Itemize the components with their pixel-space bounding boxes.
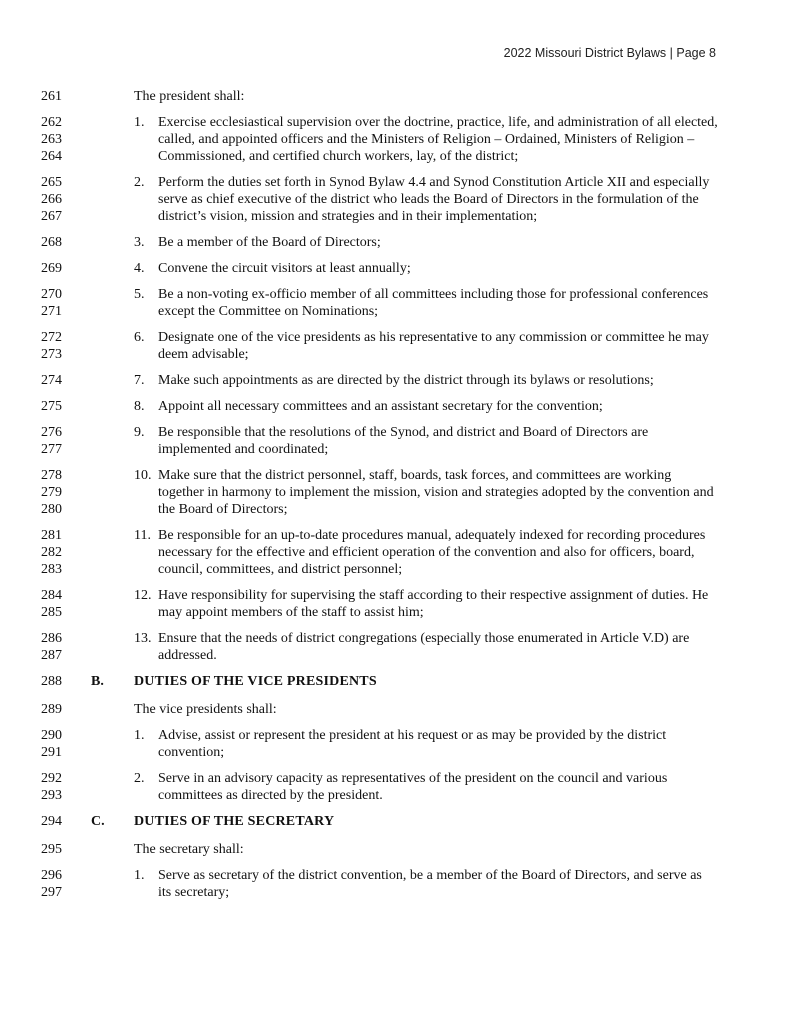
list-marker: 10. <box>134 468 152 483</box>
line-number: 296 <box>41 868 62 883</box>
list-item-body <box>134 587 718 621</box>
list-item-text: Make such appointments as are directed by the district through its bylaws or resolutions; <box>158 373 654 388</box>
list-item-text: Serve as secretary of the district convention, be a member of the Board of Directors, and serve as its secretary; <box>158 868 702 900</box>
line-number: 289 <box>41 702 62 717</box>
line-number: 297 <box>41 885 62 900</box>
list-item-body <box>134 398 718 415</box>
page-header: 2022 Missouri District Bylaws | Page 8 <box>503 46 716 60</box>
list-marker: 4. <box>134 261 145 276</box>
list-item-text: Be responsible for an up-to-date procedures manual, adequately indexed for recording procedures necessary for the effective and efficient operation of the convention and also for officers, board, council, committees, and district personnel; <box>158 528 706 577</box>
list-item-text: Be responsible that the resolutions of the Synod, and district and Board of Directors are implemented and coordinated; <box>158 425 649 457</box>
list-marker: 2. <box>134 175 145 190</box>
list-item-body <box>134 424 718 458</box>
list-item <box>0 727 791 761</box>
list-item <box>0 372 791 389</box>
list-item <box>0 867 791 901</box>
list-marker: 3. <box>134 235 145 250</box>
list-item-text: Have responsibility for supervising the staff according to their respective assignment of duties. He may appoint members of the staff to assist him; <box>158 588 709 620</box>
line-number: 284 <box>41 588 62 603</box>
line-number: 279 <box>41 485 62 500</box>
line-number: 276 <box>41 425 62 440</box>
list-item-body <box>134 286 718 320</box>
line-number: 294 <box>41 814 62 829</box>
list-item-body <box>134 114 718 165</box>
line-number: 272 <box>41 330 62 345</box>
line-number: 262 <box>41 115 62 130</box>
line-numbers <box>41 673 81 690</box>
list-item <box>0 587 791 621</box>
line-number: 271 <box>41 304 62 319</box>
list-marker: 6. <box>134 330 145 345</box>
list-item-text: Advise, assist or represent the president at his request or as may be provided by the district convention; <box>158 728 667 760</box>
line-number: 282 <box>41 545 62 560</box>
line-numbers <box>41 587 81 621</box>
line-number: 285 <box>41 605 62 620</box>
list-item-text: Exercise ecclesiastical supervision over the doctrine, practice, life, and administration of all elected, called, and appointed officers and the Ministers of Religion – Ordained, Ministers of Religion – Commissioned, and certified church workers, lay, of the district; <box>158 115 718 164</box>
list-marker: 5. <box>134 287 145 302</box>
list-item-body <box>134 527 718 578</box>
line-number: 274 <box>41 373 62 388</box>
list-item <box>0 527 791 578</box>
line-numbers <box>41 286 81 320</box>
line-number: 290 <box>41 728 62 743</box>
line-number: 269 <box>41 261 62 276</box>
line-number: 286 <box>41 631 62 646</box>
line-numbers <box>41 841 81 858</box>
line-number: 267 <box>41 209 62 224</box>
list-item <box>0 467 791 518</box>
list-marker: 1. <box>134 115 145 130</box>
list-marker: 11. <box>134 528 151 543</box>
section-title: DUTIES OF THE VICE PRESIDENTS <box>134 674 377 689</box>
line-number: 275 <box>41 399 62 414</box>
list-item <box>0 398 791 415</box>
list-item <box>0 174 791 225</box>
section-heading-block <box>0 673 791 690</box>
line-number: 265 <box>41 175 62 190</box>
list-marker: 1. <box>134 728 145 743</box>
list-item-text: Appoint all necessary committees and an assistant secretary for the convention; <box>158 399 603 414</box>
line-numbers <box>41 372 81 389</box>
line-numbers <box>41 701 81 718</box>
list-item-body <box>134 630 718 664</box>
line-number: 277 <box>41 442 62 457</box>
line-numbers <box>41 770 81 804</box>
intro-block <box>0 701 791 718</box>
list-item <box>0 630 791 664</box>
intro-text: The president shall: <box>134 89 245 104</box>
list-item-text: Convene the circuit visitors at least annually; <box>158 261 411 276</box>
list-item <box>0 260 791 277</box>
line-numbers <box>41 527 81 578</box>
list-item <box>0 770 791 804</box>
list-item-body <box>134 770 718 804</box>
line-number: 263 <box>41 132 62 147</box>
line-numbers <box>41 329 81 363</box>
line-number: 266 <box>41 192 62 207</box>
list-item-text: Be a member of the Board of Directors; <box>158 235 381 250</box>
section-letter: C. <box>91 814 105 829</box>
line-numbers <box>41 467 81 518</box>
list-item-body <box>134 329 718 363</box>
list-item-body <box>134 372 718 389</box>
list-item-body <box>134 727 718 761</box>
line-number: 268 <box>41 235 62 250</box>
line-numbers <box>41 260 81 277</box>
line-number: 292 <box>41 771 62 786</box>
line-number: 261 <box>41 89 62 104</box>
list-item-body <box>134 234 718 251</box>
section-letter: B. <box>91 674 104 689</box>
list-item <box>0 329 791 363</box>
intro-block <box>0 841 791 858</box>
list-marker: 8. <box>134 399 145 414</box>
intro-text: The vice presidents shall: <box>134 702 277 717</box>
list-marker: 1. <box>134 868 145 883</box>
line-number: 273 <box>41 347 62 362</box>
line-number: 288 <box>41 674 62 689</box>
line-number: 291 <box>41 745 62 760</box>
line-numbers <box>41 234 81 251</box>
intro-text: The secretary shall: <box>134 842 244 857</box>
line-number: 278 <box>41 468 62 483</box>
line-number: 283 <box>41 562 62 577</box>
list-item-body <box>134 867 718 901</box>
list-item-text: Ensure that the needs of district congregations (especially those enumerated in Article V.D) are addressed. <box>158 631 690 663</box>
list-item <box>0 424 791 458</box>
line-number: 293 <box>41 788 62 803</box>
list-marker: 12. <box>134 588 152 603</box>
line-numbers <box>41 174 81 225</box>
list-item-text: Perform the duties set forth in Synod Bylaw 4.4 and Synod Constitution Article XII and especially serve as chief executive of the district who leads the Board of Directors in the formulation of the district’s vision, mission and strategies and in their implementation; <box>158 175 710 224</box>
line-number: 270 <box>41 287 62 302</box>
line-numbers <box>41 867 81 901</box>
line-number: 280 <box>41 502 62 517</box>
list-marker: 9. <box>134 425 145 440</box>
list-item-text: Make sure that the district personnel, staff, boards, task forces, and committees are working together in harmony to implement the mission, vision and strategies adopted by the convention and the Board of Directors; <box>158 468 714 517</box>
line-numbers <box>41 398 81 415</box>
list-item-body <box>134 174 718 225</box>
list-item-text: Serve in an advisory capacity as representatives of the president on the council and various committees as directed by the president. <box>158 771 668 803</box>
list-item-text: Designate one of the vice presidents as his representative to any commission or committee he may deem advisable; <box>158 330 709 362</box>
line-number: 281 <box>41 528 62 543</box>
list-item-body <box>134 260 718 277</box>
line-numbers <box>41 727 81 761</box>
line-number: 287 <box>41 648 62 663</box>
line-numbers <box>41 813 81 830</box>
list-item <box>0 114 791 165</box>
document-body <box>0 88 791 910</box>
list-item <box>0 286 791 320</box>
list-marker: 2. <box>134 771 145 786</box>
list-item-body <box>134 467 718 518</box>
list-marker: 7. <box>134 373 145 388</box>
line-numbers <box>41 114 81 165</box>
line-number: 264 <box>41 149 62 164</box>
line-numbers <box>41 424 81 458</box>
section-heading-block <box>0 813 791 830</box>
list-item-text: Be a non-voting ex-officio member of all committees including those for professional conferences except the Committee on Nominations; <box>158 287 709 319</box>
section-title: DUTIES OF THE SECRETARY <box>134 814 335 829</box>
list-marker: 13. <box>134 631 152 646</box>
intro-block <box>0 88 791 105</box>
line-number: 295 <box>41 842 62 857</box>
line-numbers <box>41 88 81 105</box>
list-item <box>0 234 791 251</box>
line-numbers <box>41 630 81 664</box>
